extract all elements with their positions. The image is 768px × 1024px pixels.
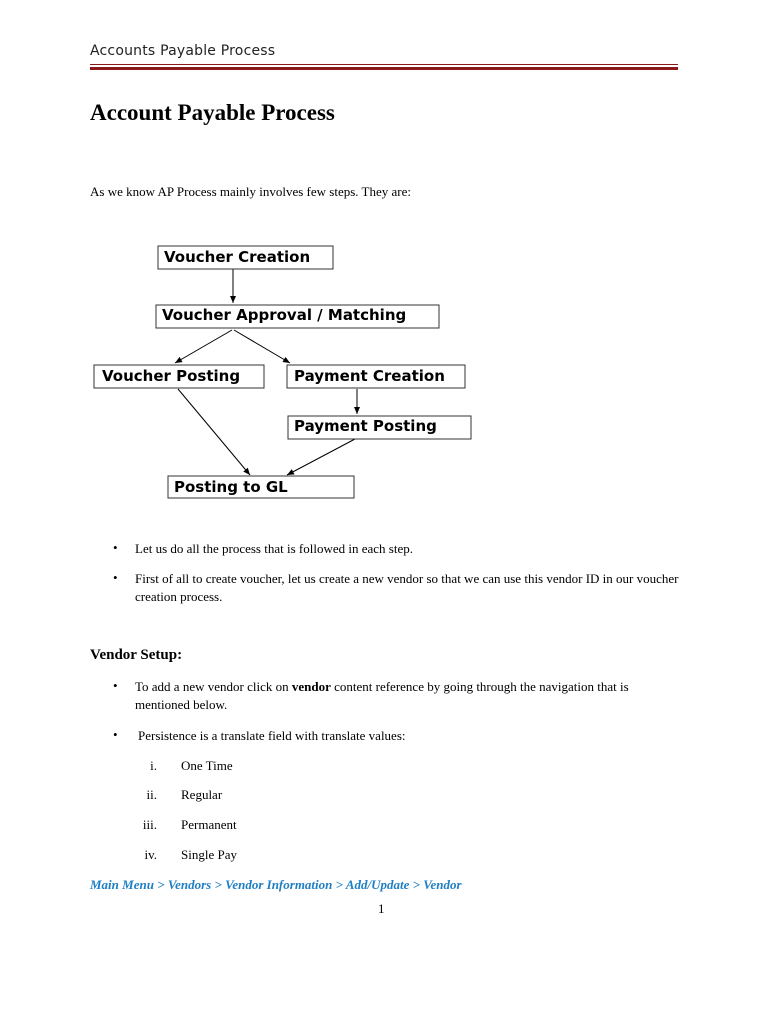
box-payment-creation-label: Payment Creation [294,367,445,385]
box-voucher-creation-label: Voucher Creation [164,248,311,266]
bullet-text-part: content reference by going through the navigation that is mentioned below. [135,679,629,712]
bullet-text [135,678,680,714]
bullet-text: First of all to create voucher, let us create a new vendor so that we can use this vendor ID in our voucher creation process. [135,571,679,604]
bullet-icon: • [113,570,118,585]
list-item: One Time [181,758,233,773]
navigation-path: Main Menu > Vendors > Vendor Information > Add/Update > Vendor [90,877,462,892]
list-numeral: ii. [146,787,157,802]
list-item: Regular [181,787,223,802]
page-number: 1 [378,901,385,916]
arrow-payment-posting-to-gl [287,439,355,475]
running-header: Accounts Payable Process [90,43,276,59]
list-numeral: iv. [144,847,157,862]
bullet-text: Let us do all the process that is followed in each step. [135,541,413,556]
bullet-icon: • [113,540,118,555]
box-payment-posting-label: Payment Posting [294,417,437,435]
bullet-icon: • [113,678,118,693]
box-posting-to-gl-label: Posting to GL [174,478,288,496]
bullet-text-bold: vendor [291,679,331,694]
arrow-approval-to-payment-creation [234,330,290,363]
bullet-text: Persistence is a translate field with translate values: [138,728,406,743]
bullet-icon: • [113,727,118,742]
section-heading-vendor-setup: Vendor Setup: [90,647,183,663]
list-item: Permanent [181,817,237,832]
arrow-voucher-posting-to-gl [178,389,250,475]
arrow-approval-to-voucher-posting [175,330,232,363]
list-numeral: i. [150,758,157,773]
list-item: Single Pay [181,847,237,862]
page-title: Account Payable Process [90,100,335,125]
box-voucher-approval-label: Voucher Approval / Matching [162,306,407,324]
intro-paragraph: As we know AP Process mainly involves few steps. They are: [90,184,411,199]
bullet-text-part: To add a new vendor click on [135,679,292,694]
box-voucher-posting-label: Voucher Posting [102,367,241,385]
list-numeral: iii. [142,817,157,832]
